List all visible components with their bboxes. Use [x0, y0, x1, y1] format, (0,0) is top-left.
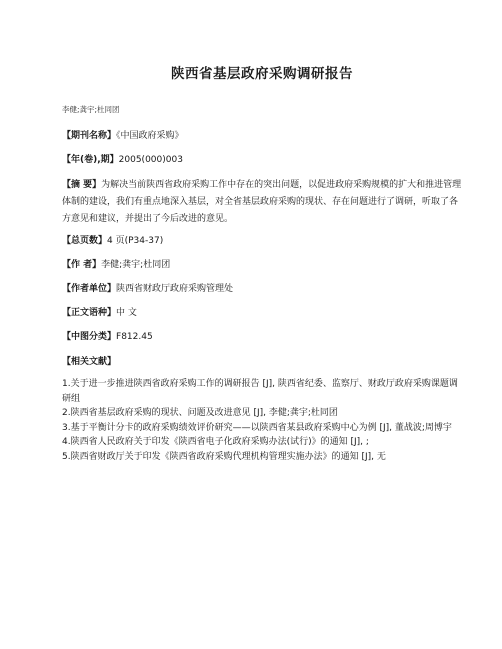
field-label: 【总页数】 [62, 236, 108, 246]
field-authors [62, 258, 462, 272]
field-journal [62, 129, 462, 143]
list-item: 4.陕西省人民政府关于印发《陕西省电子化政府采购办法(试行)》的通知 [J], ; [62, 437, 369, 447]
field-language [62, 306, 462, 320]
document-title: 陕西省基层政府采购调研报告 [171, 66, 353, 82]
field-label: 【中图分类】 [62, 332, 117, 342]
field-year-volume-issue [62, 153, 462, 167]
field-label: 【期刊名称】 [62, 131, 117, 141]
field-value: 陕西省财政厅政府采购管理处 [116, 284, 234, 294]
list-item: 5.陕西省财政厅关于印发《陕西省政府采购代理机构管理实施办法》的通知 [J], 无 [62, 451, 386, 462]
list-item: 1.关于进一步推进陕西省政府采购工作的调研报告 [J], 陕西省纪委、监察厅、财政厅政府采购课题调研组 [62, 379, 458, 404]
references-title: 【相关文献】 [62, 357, 117, 367]
field-label: 【作 者】 [62, 260, 102, 270]
references-list [62, 377, 462, 464]
field-value: 中 文 [116, 308, 137, 318]
field-value: 4 页(P34-37) [107, 236, 164, 246]
field-label: 【作者单位】 [62, 284, 117, 294]
list-item: 3.基于平衡计分卡的政府采购绩效评价研究——以陕西省某县政府采购中心为例 [J], 董战波;周博宇 [62, 422, 452, 433]
list-item: 2.陕西省基层政府采购的现状、问题及改进意见 [J], 李健;龚宇;杜同团 [62, 408, 338, 418]
field-label: 【年(卷),期】 [62, 155, 119, 165]
field-label: 【摘 要】 [62, 180, 102, 190]
field-page-count [62, 234, 462, 248]
field-value: F812.45 [116, 332, 153, 342]
field-label: 【正文语种】 [62, 308, 117, 318]
field-abstract [62, 177, 462, 228]
field-value: 李健;龚宇;杜同团 [101, 260, 171, 270]
field-classification [62, 330, 462, 344]
field-value: 2005(000)003 [118, 155, 183, 165]
authors-line: 李健;龚宇;杜同团 [62, 105, 120, 114]
field-value: 为解决当前陕西省政府采购工作中存在的突出问题，以促进政府采购规模的扩大和推进管理体制的建设，我们有重点地深入基层，对全省基层政府采购的现状、存在问题进行了调研，听取了各方意见和建议，并提出了今后改进的意见。 [62, 180, 462, 224]
field-author-unit [62, 282, 462, 296]
field-value: 《中国政府采购》 [116, 131, 184, 141]
